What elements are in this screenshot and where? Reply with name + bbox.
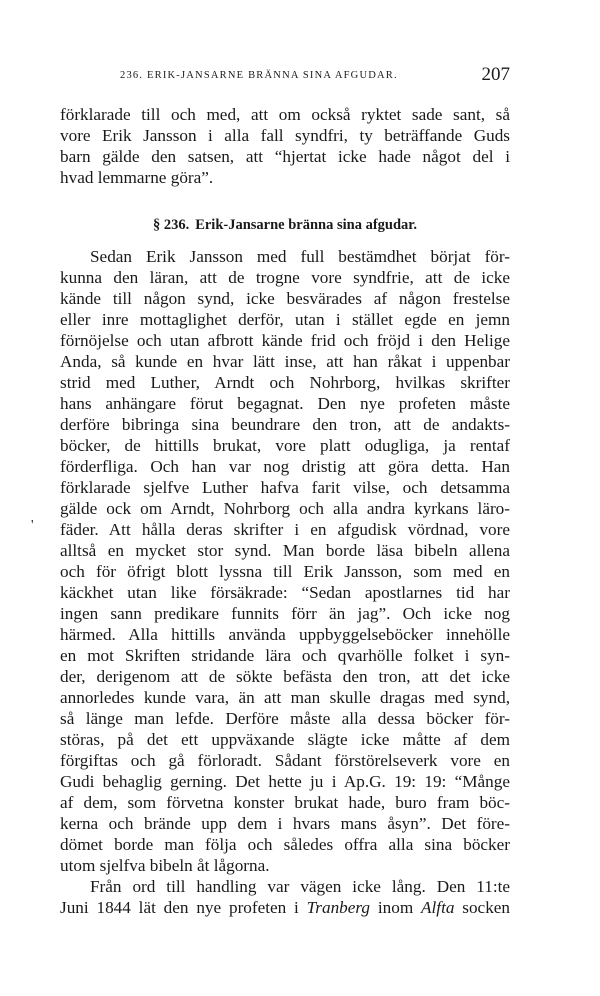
text-line: Anda, så kunde en hvar lätt inse, att han råkat i uppenbar [60,352,510,371]
text-line: förgiftas och gå förloradt. Sådant förstörelseverk vore en [60,751,510,770]
text-block [60,104,510,918]
text-line: strid med Luther, Arndt och Nohrborg, hvilkas skrifter [60,373,510,392]
text-line: vore Erik Jansson i alla fall syndfri, ty beträffande Guds [60,126,510,145]
text-line: böcker, de hittills brukat, vore platt odugliga, ja rentaf [60,436,510,455]
text-line: der, derigenom att de sökte befästa den tron, att det icke [60,667,510,686]
page-number: 207 [481,64,510,85]
text-line: så länge man lefde. Derföre måste alla dessa böcker för- [60,709,510,728]
text-line: derföre bibringa sina beundrare den tron, att de andakts- [60,415,510,434]
text-line: förklarade sjelfve Luther hafva farit vilse, och detsamma [60,478,510,497]
text-line: annorledes kunde vara, än att man skulle dragas med synd, [60,688,510,707]
text-line: gälde ock om Arndt, Nohrborg och alla andra kyrkans läro- [60,499,510,518]
text-line: ingen sann predikare funnits förr än jag”. Och icke nog [60,604,510,623]
text-line: Gudi behaglig gerning. Det hette ju i Ap.G. 19: 19: “Månge [60,772,510,791]
text-line: dömet borde man följa och således offra alla sina böcker [60,835,510,854]
text-line: af dem, som förvetna konster brukat hade, buro fram böc- [60,793,510,812]
text-line: barn gälde den satsen, att “hjertat icke hade något del i [60,147,510,166]
text-line: Sedan Erik Jansson med full bestämdhet börjat för- [90,247,510,266]
text-line: fäder. Att hålla deras skrifter i en afgudisk vördnad, vore [60,520,510,539]
section-title: Erik-Jansarne bränna sina afgudar. [195,217,418,233]
section-number: § 236. [152,217,190,233]
running-head [60,64,510,88]
text-line: hans anhängare förut begagnat. Den nye profeten måste [60,394,510,413]
text-line: och för öfrigt blott lyssna till Erik Jansson, som med en [60,562,510,581]
paragraph-continued [60,104,510,188]
margin-mark: ' [31,518,34,533]
text-line: kunna den läran, att de trogne vore syndfrie, att de icke [60,268,510,287]
text-line: Från ord till handling var vägen icke lång. Den 11:te [90,877,510,896]
paragraph-last [60,876,510,918]
text-line: hvad lemmarne göra”. [60,168,214,187]
text-line: förderfliga. Och han var nog dristig att göra detta. Han [60,457,510,476]
text-line: utom sjelfva bibeln åt lågorna. [60,856,270,875]
text-line: härmed. Alla hittills använda uppbyggelseböcker innehölle [60,625,510,644]
text-line: käckhet utan like försäkrade: “Sedan apostlarnes tid har [60,583,510,602]
text-line: eller inre mottaglighet derför, utan i stället egde en jemn [60,310,510,329]
paragraph-main [60,246,510,876]
place-name-tranberg: Tranberg [306,898,371,917]
text-line: alltså en mycket stor synd. Man borde läsa bibeln allena [60,541,510,560]
text-line: kände till någon synd, icke besvärades af någon frestelse [60,289,510,308]
text-line: kerna och brände upp dem i hvars mans åsyn”. Det före- [60,814,510,833]
text-line: störas, på det ett uppväxande slägte icke måtte af dem [60,730,510,749]
text-segment: Juni 1844 lät den nye profeten i [60,898,307,917]
section-heading [60,213,510,237]
text-line: förklarade till och med, att om också ryktet sade sant, så [60,105,510,124]
running-title: 236. ERIK-JANSARNE BRÄNNA SINA AFGUDAR. [120,70,398,81]
text-line: förnöjelse och utan afbrott kände frid och fröjd i den Helige [60,331,510,350]
text-segment: inom [370,898,422,917]
text-segment: socken [454,898,510,917]
text-line-with-places [60,897,510,918]
text-line: en mot Skriften stridande lära och qvarhölle folket i syn- [60,646,510,665]
place-name-alfta: Alfta [421,898,455,917]
